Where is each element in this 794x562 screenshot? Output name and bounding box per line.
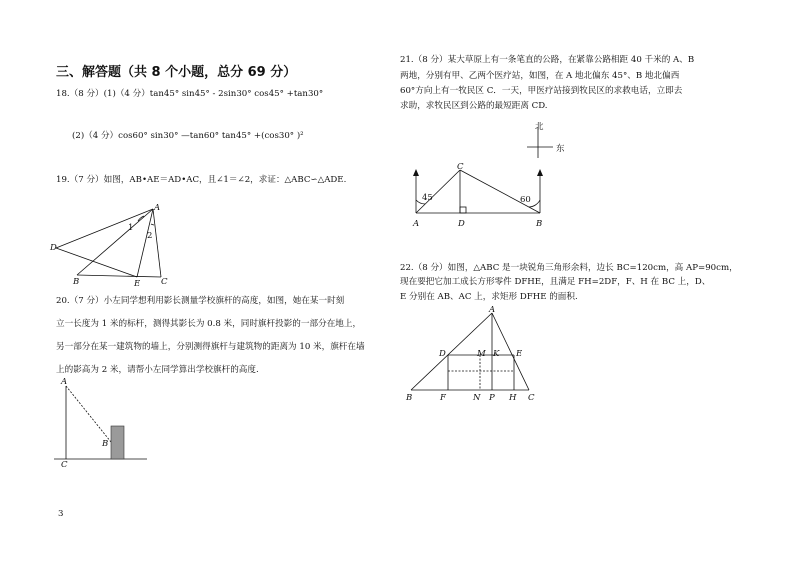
q19-label-A: A [154, 203, 161, 213]
q19-figure [50, 203, 190, 289]
q22-line-2: 现在要把它加工成长方形零件 DFHE，且满足 FH=2DF，F、H 在 BC 上，D、 [400, 277, 711, 287]
q21-north-arrow-A [413, 169, 419, 176]
q22-label-A: A [489, 305, 496, 315]
q21-north-arrow-B [537, 169, 543, 176]
q20-label-A: A [61, 377, 68, 387]
q22-label-F: F [440, 393, 446, 403]
page-number: 3 [58, 509, 64, 519]
q21-label-C: C [457, 162, 464, 172]
q22-label-E: E [516, 349, 523, 359]
q19-angle-2: 2 [147, 231, 153, 241]
q22-label-H: H [509, 393, 517, 403]
q21-angle-45: 45 [422, 193, 433, 203]
section-title: 三、解答题（共 8 个小题，总分 69 分） [56, 65, 297, 80]
q22-label-B: B [406, 393, 413, 403]
q18-part1: 18.（8 分）(1)（4 分）tan45° sin45° - 2sin30° cos45° +tan30° [56, 89, 324, 99]
q20-label-C: C [61, 460, 68, 470]
q20-line-2: 立一长度为 1 米的标杆，测得其影长为 0.8 米，同时旗杆投影的一部分在地上， [56, 319, 362, 329]
q22-label-C: C [528, 393, 535, 403]
q21-label-A: A [413, 219, 420, 229]
q21-label-B: B [536, 219, 543, 229]
q21-line-1: 21.（8 分）某大草原上有一条笔直的公路，在紧靠公路相距 40 千米的 A、B [400, 55, 695, 65]
q19-label-E: E [134, 279, 141, 289]
q21-angle-60: 60 [520, 195, 531, 205]
q19-label-C: C [161, 277, 168, 287]
q20-building [111, 426, 124, 459]
q21-figure [408, 160, 558, 235]
q22-line-3: E 分别在 AB、AC 上，求矩形 DFHE 的面积. [400, 292, 578, 302]
q19-angle-1: 1 [128, 223, 134, 233]
q22-line-1: 22.（8 分）如图，△ABC 是一块锐角三角形余料，边长 BC=120cm，高 AP=90cm， [400, 263, 738, 273]
q22-label-D: D [439, 349, 446, 359]
q21-line-2: 两地，分别有甲、乙两个医疗站，如图，在 A 地北偏东 45°、B 地北偏西 [400, 71, 680, 81]
q20-label-B: B [102, 439, 109, 449]
q22-figure [404, 305, 544, 405]
q21-line-4: 求助，求牧民区到公路的最短距离 CD. [400, 101, 548, 111]
q21-compass-north: 北 [535, 122, 544, 132]
q21-compass-east: 东 [556, 144, 565, 154]
q20-line-1: 20.（7 分）小左同学想利用影长测量学校旗杆的高度，如图，她在某一时刻 [56, 296, 345, 306]
q20-figure [54, 378, 154, 468]
q20-line-4: 上的影高为 2 米，请帮小左同学算出学校旗杆的高度. [56, 365, 259, 375]
q22-label-P: P [489, 393, 495, 403]
q21-line-3: 60°方向上有一牧民区 C．一天，甲医疗站接到牧民区的求救电话，立即去 [400, 86, 683, 96]
q18-part2: (2)（4 分）cos60° sin30° —tan60° tan45° +(cos30° )² [72, 131, 304, 141]
q20-line-3: 另一部分在某一建筑物的墙上，分别测得旗杆与建筑物的距离为 10 米，旗杆在墙 [56, 342, 365, 352]
q21-label-D: D [458, 219, 465, 229]
q22-label-N: N [473, 393, 481, 403]
q22-label-M: M [477, 349, 486, 359]
q19-text: 19.（7 分）如图，AB•AE＝AD•AC，且∠1＝∠2，求证：△ABC∽△ADE. [56, 175, 347, 185]
q22-label-K: K [493, 349, 500, 359]
q21-compass [520, 120, 570, 160]
q19-label-D: D [50, 243, 57, 253]
q19-label-B: B [73, 277, 80, 287]
